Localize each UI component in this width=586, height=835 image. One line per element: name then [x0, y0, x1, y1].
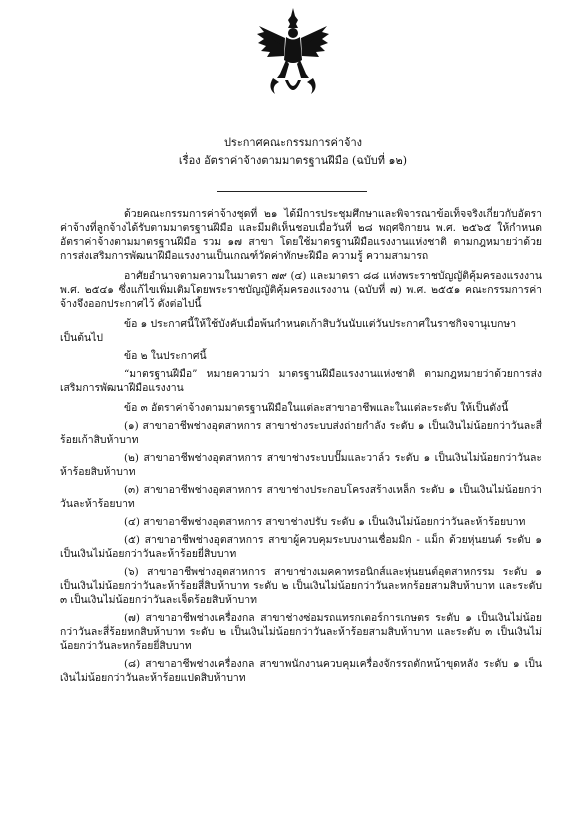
document-body	[60, 207, 542, 689]
announcement-title: ประกาศคณะกรรมการค่าจ้าง	[223, 136, 363, 149]
authority-paragraph: อาศัยอำนาจตามความในมาตรา ๗๙ (๔) และมาตรา ๘๘ แห่งพระราชบัญญัติคุ้มครองแรงงาน พ.ศ. ๒๕๔๑ ซึ่งแก้ไขเพิ่มเติมโดยพระราชบัญญัติคุ้มครองแรงงาน (ฉบับที่ ๗) พ.ศ. ๒๕๕๑ คณะกรรมการค่าจ้างจึงออกประกาศไว้ ดังต่อไปนี้	[60, 270, 542, 310]
list-item: (๔) สาขาอาชีพช่างอุตสาหการ สาขาช่างปรับ ระดับ ๑ เป็นเงินไม่น้อยกว่าวันละห้าร้อยบาท	[124, 516, 526, 528]
list-item: (๕) สาขาอาชีพช่างอุตสาหการ สาขาผู้ควบคุมระบบงานเชื่อมมิก - แม็ก ด้วยหุ่นยนต์ ระดับ ๑ เป็นเงินไม่น้อยกว่าวันละห้าร้อยยี่สิบบาท	[60, 534, 542, 560]
clause-2: ข้อ ๒ ในประกาศนี้	[124, 350, 207, 362]
list-item: (๒) สาขาอาชีพช่างอุตสาหการ สาขาช่างระบบปั๊มและวาล์ว ระดับ ๑ เป็นเงินไม่น้อยกว่าวันละห้าร้อยสิบห้าบาท	[60, 452, 542, 478]
title-divider	[217, 191, 367, 192]
definition-paragraph: “มาตรฐานฝีมือ” หมายความว่า มาตรฐานฝีมือแรงงานแห่งชาติ ตามกฎหมายว่าด้วยการส่งเสริมการพัฒนาฝีมือแรงงาน	[60, 368, 542, 394]
list-item: (๗) สาขาอาชีพช่างเครื่องกล สาขาช่างซ่อมรถแทรกเตอร์การเกษตร ระดับ ๑ เป็นเงินไม่น้อยกว่าวันละสี่ร้อยหกสิบห้าบาท ระดับ ๒ เป็นเงินไม่น้อยกว่าวันละห้าร้อยสามสิบห้าบาท และระดับ ๓ เป็นเงินไม่น้อยกว่าวันละหกร้อยยี่สิบบาท	[60, 612, 542, 652]
list-item: (๖) สาขาอาชีพช่างอุตสาหการ สาขาช่างเมคคาทรอนิกส์และหุ่นยนต์อุตสาหกรรม ระดับ ๑ เป็นเงินไม่น้อยกว่าวันละห้าร้อยสี่สิบห้าบาท ระดับ ๒ เป็นเงินไม่น้อยกว่าวันละหกร้อยสามสิบห้าบาท และระดับ ๓ เป็นเงินไม่น้อยกว่าวันละเจ็ดร้อยสิบห้าบาท	[60, 566, 542, 606]
list-item: (๘) สาขาอาชีพช่างเครื่องกล สาขาพนักงานควบคุมเครื่องจักรรถตักหน้าขุดหลัง ระดับ ๑ เป็นเงินไม่น้อยกว่าวันละห้าร้อยแปดสิบห้าบาท	[60, 658, 542, 684]
clause-1: ข้อ ๑ ประกาศนี้ให้ใช้บังคับเมื่อพ้นกำหนดเก้าสิบวันนับแต่วันประกาศในราชกิจจานุเบกษา เป็นต้นไป	[60, 318, 517, 344]
preamble-paragraph: ด้วยคณะกรรมการค่าจ้างชุดที่ ๒๑ ได้มีการประชุมศึกษาและพิจารณาข้อเท็จจริงเกี่ยวกับอัตราค่าจ้างที่ลูกจ้างได้รับตามมาตรฐานฝีมือ และมีมติเห็นชอบเมื่อวันที่ ๒๘ พฤศจิกายน พ.ศ. ๒๕๖๕ ให้กำหนดอัตราค่าจ้างตามมาตรฐานฝีมือ รวม ๑๗ สาขา โดยใช้มาตรฐานฝีมือแรงงานแห่งชาติ ตามกฎหมายว่าด้วยการส่งเสริมการพัฒนาฝีมือแรงงานเป็นเกณฑ์วัดค่าทักษะฝีมือ ความรู้ ความสามารถ	[60, 208, 542, 262]
list-item: (๑) สาขาอาชีพช่างอุตสาหการ สาขาช่างระบบส่งถ่ายกำลัง ระดับ ๑ เป็นเงินไม่น้อยกว่าวันละสี่ร้อยเก้าสิบห้าบาท	[60, 420, 542, 446]
clause-3: ข้อ ๓ อัตราค่าจ้างตามมาตรฐานฝีมือในแต่ละสาขาอาชีพและในแต่ละระดับ ให้เป็นดังนี้	[124, 402, 509, 414]
list-item: (๓) สาขาอาชีพช่างอุตสาหการ สาขาช่างประกอบโครงสร้างเหล็ก ระดับ ๑ เป็นเงินไม่น้อยกว่าวันละห้าร้อยบาท	[60, 484, 542, 510]
garuda-emblem-icon	[255, 6, 331, 102]
announcement-subject: เรื่อง อัตราค่าจ้างตามมาตรฐานฝีมือ (ฉบับที่ ๑๒)	[178, 154, 408, 167]
